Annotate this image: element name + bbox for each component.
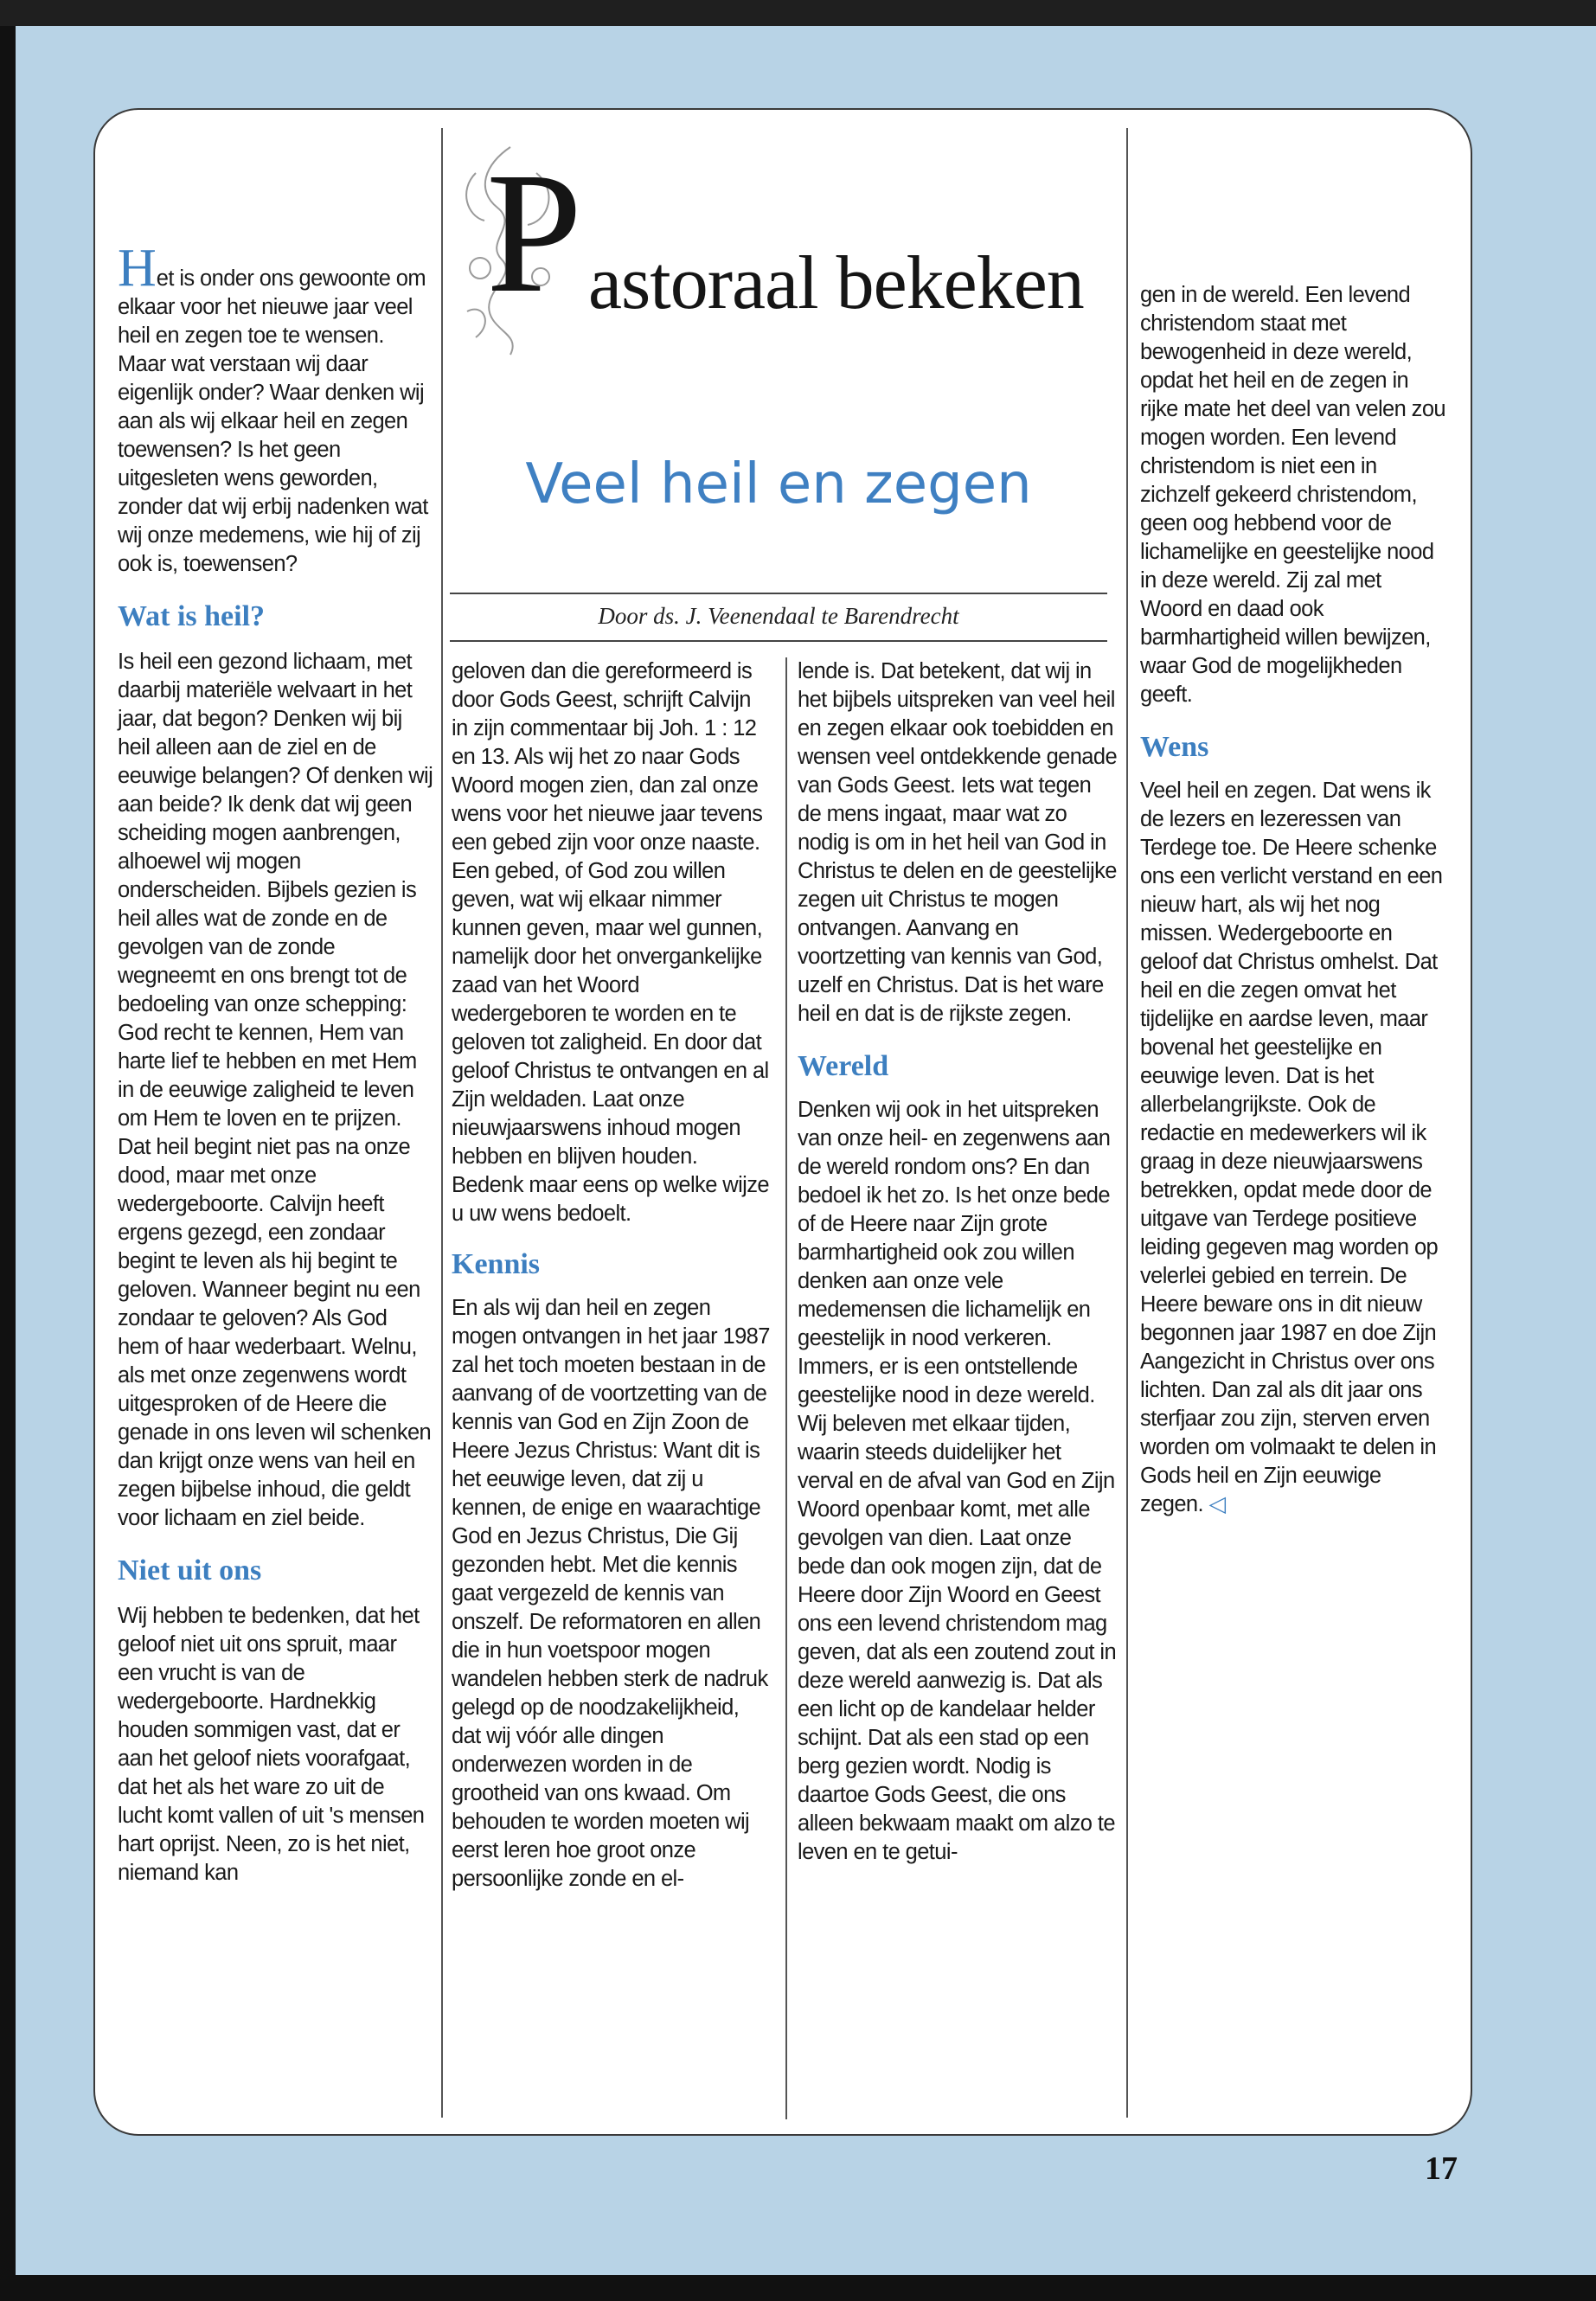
byline: Door ds. J. Veenendaal te Barendrecht	[598, 603, 959, 629]
text-column-3	[798, 657, 1119, 1888]
title-drop-initial: P	[486, 138, 583, 329]
scan-left-border	[0, 26, 16, 2275]
paragraph: Is heil een gezond lichaam, met daarbij materiële welvaart in het jaar, dat begon? Denken wij bij heil alleen aan de ziel en de eeuwige belangen? Of denken wij aan beide? Ik denk dat wij geen scheiding mogen aanbrengen, alhoewel wij mogen onderscheiden. Bijbels gezien is heil alles wat de zonde en de gevolgen van de zonde wegneemt en ons brengt tot de bedoeling van onze schepping: God recht te kennen, Hem van harte lief te hebben en met Hem in de eeuwige zaligheid te leven om Hem te loven en te prijzen. Dat heil begint niet pas na onze dood, maar met onze wedergeboorte. Calvijn heeft ergens gezegd, een zondaar begint te leven als hij begint te geloven. Wanneer begint nu een zondaar te geloven? Als God hem of haar wederbaart. Welnu, als met onze zegenwens wordt uitgesproken of de Heere die genade in ons leven wil schenken dan krijgt onze wens van heil en zegen bijbelse inhoud, die geldt voor lichaam en ziel beide.	[118, 650, 433, 1530]
text-column-1	[118, 239, 433, 1908]
scan-bottom-border	[0, 2275, 1596, 2301]
page-title: astoraal bekeken	[588, 241, 1084, 325]
text-column-2	[452, 657, 772, 1913]
paragraph: geloven dan die gereformeerd is door Gods Geest, schrijft Calvijn in zijn commentaar bij Joh. 1 : 12 en 13. Als wij het zo naar Gods Woord mogen zien, dan zal onze wens voor het nieuwe jaar tevens een gebed zijn voor onze naaste. Een gebed, of God zou willen geven, wat wij elkaar nimmer kunnen geven, maar wel gunnen, namelijk door het onvergankelijke zaad van het Woord wedergeboren te worden en te geloven tot zaligheid. En door dat geloof Christus te ontvangen en al Zijn weldaden. Laat onze nieuwjaarswens inhoud mogen hebben en blijven houden. Bedenk maar eens op welke wijze u uw wens bedoelt.	[452, 659, 769, 1226]
section-heading: Wereld	[798, 1050, 889, 1082]
paragraph: lende is. Dat betekent, dat wij in het bijbels uitspreken van veel heil en zegen elkaar ook toebidden en wensen veel ontdekkende genade van Gods Geest. Iets wat tegen de mens ingaat, maar wat zo nodig is om in het heil van God in Christus te delen en de geestelijke zegen uit Christus te mogen ontvangen. Aanvang en voortzetting van kennis van God, uzelf en Christus. Dat is het ware heil en dat is de rijkste zegen.	[798, 659, 1118, 1026]
section-heading: Kennis	[452, 1248, 541, 1280]
text-column-4	[1140, 281, 1448, 1540]
column-divider	[441, 128, 443, 2118]
end-mark-icon: ◁	[1202, 1492, 1226, 1516]
byline-rule-bottom	[450, 640, 1107, 642]
series-title	[450, 138, 1107, 415]
column-divider	[785, 657, 787, 2119]
scan-top-border	[0, 0, 1596, 26]
page-number: 17	[1425, 2150, 1458, 2187]
paragraph	[1140, 777, 1448, 1519]
paragraph: En als wij dan heil en zegen mogen ontvangen in het jaar 1987 zal het toch moeten bestaan in de aanvang of de voortzetting van de kennis van God en Zijn Zoon de Heere Jezus Christus: Want dit is het eeuwige leven, dat zij u kennen, de enige en waarachtige God en Jezus Christus, Die Gij gezonden hebt. Met die kennis gaat vergezeld de kennis van onszelf. De reformatoren en allen die in hun voetspoor mogen wandelen hebben sterk de nadruk gelegd op de noodzakelijkheid, dat wij vóór alle dingen onderwezen worden in de grootheid van ons kwaad. Om behouden te worden moeten wij eerst leren hoe groot onze persoonlijke zonde en el-	[452, 1296, 770, 1891]
column-divider	[1126, 128, 1128, 2118]
article-subtitle: Veel heil en zegen	[525, 452, 1032, 516]
intro-paragraph	[118, 239, 433, 579]
byline-rule-top	[450, 593, 1107, 594]
section-heading: Wens	[1140, 731, 1209, 763]
closing-text: Veel heil en zegen. Dat wens ik de lezers en lezeressen van Terdege toe. De Heere schenke ons een verlicht verstand en een nieuw hart, als wij het nog missen. Wedergeboorte en geloof dat Christus omhelst. Dat heil en die zegen omvat het tijdelijke en aardse leven, maar bovenal het geestelijke en eeuwige leven. Dat is het allerbelangrijkste. Ook de redactie en medewerkers wil ik graag in deze nieuwjaarswens betrekken, opdat mede door de uitgave van Terdege positieve leiding gegeven mag worden op velerlei gebied en terrein. De Heere beware ons in dit nieuw begonnen jaar 1987 en doe Zijn Aangezicht in Christus over ons lichten. Dan zal als dit jaar ons sterfjaar zou zijn, sterven erven worden om volmaakt te delen in Gods heil en Zijn eeuwige zegen.	[1140, 779, 1443, 1516]
paragraph: Denken wij ook in het uitspreken van onze heil- en zegenwens aan de wereld rondom ons? En dan bedoel ik het zo. Is het onze bede of de Heere naar Zijn grote barmhartigheid ook zou willen denken aan onze vele medemensen die lichamelijk en geestelijk in nood verkeren. Immers, er is een ontstellende geestelijke nood in deze wereld. Wij beleven met elkaar tijden, waarin steeds duidelijker het verval en de afval van God en Zijn Woord openbaar komt, met alle gevolgen van dien. Laat onze bede dan ook mogen zijn, dat de Heere door Zijn Woord en Geest ons een levend christendom mag geven, dat als een zoutend zout in deze wereld aanwezig is. Dat als een licht op de kandelaar helder schijnt. Dat als een stad op een berg gezien wordt. Nodig is daartoe Gods Geest, die ons alleen bekwaam maakt om alzo te leven en te getui-	[798, 1098, 1117, 1864]
paragraph: gen in de wereld. Een levend christendom staat met bewogenheid in deze wereld, opdat het heil en de zegen in rijke mate het deel van velen zou mogen worden. Een levend christendom is niet een in zichzelf gekeerd christendom, geen oog hebbend voor de lichamelijke en geestelijke nood in deze wereld. Zij zal met Woord en daad ook barmhartigheid willen bewijzen, waar God de mogelijkheden geeft.	[1140, 283, 1446, 707]
intro-text: et is onder ons gewoonte om elkaar voor het nieuwe jaar veel heil en zegen toe te wensen. Maar wat verstaan wij daar eigenlijk onder? Waar denken wij aan als wij elkaar heil en zegen toewensen? Is het geen uitgesleten wens geworden, zonder dat wij erbij nadenken wat wij onze medemens, wie hij of zij ook is, toewensen?	[118, 266, 428, 576]
section-heading: Wat is heil?	[118, 600, 266, 632]
drop-cap: H	[118, 239, 157, 298]
paragraph: Wij hebben te bedenken, dat het geloof niet uit ons spruit, maar een vrucht is van de wedergeboorte. Hardnekkig houden sommigen vast, dat er aan het geloof niets voorafgaat, dat het als het ware zo uit de lucht komt vallen of uit 's mensen hart oprijst. Neen, zo is het niet, niemand kan	[118, 1604, 425, 1885]
section-heading: Niet uit ons	[118, 1554, 262, 1586]
